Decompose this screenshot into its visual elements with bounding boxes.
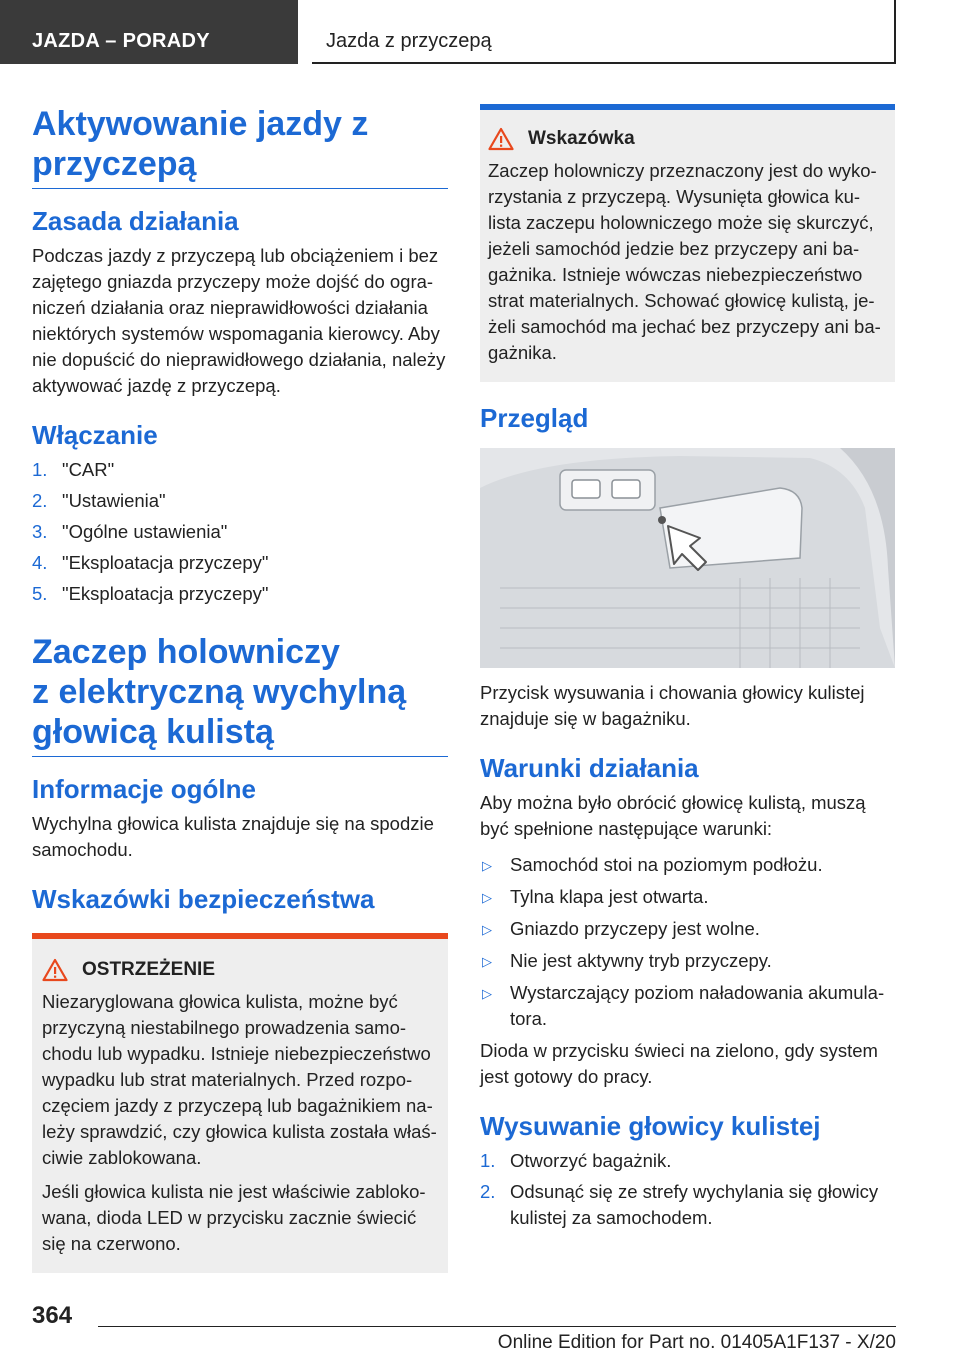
note-text: Zaczep holowniczy przeznaczony jest do wyko-rzystania z przyczepą. Wysunięta głowica ku-lista zaczepu holowniczego może się skurczyć, jeżeli samochód jedzie bez przyczepy ani ba-gażnika. Istnieje wówczas niebezpieczeństwo strat materialnych. Schować głowicę kulistą, je-żeli samochód ma jechać bez przyczepy ani ba-gażnika. (488, 160, 881, 363)
bullet-triangle-icon: ▷ (482, 922, 492, 937)
principle-text: Podczas jazdy z przyczepą lub obciążeniem i bez zajętego gniazda przyczepy może dojść do ogra-niczeń działania oraz nieprawidłowości działania niektórych systemów wspomagania kierowcy. Aby nie dopuścić do nieprawidłowego działania, należy aktywować jazdę z przyczepą. (32, 245, 446, 396)
conditions-intro: Aby można było obrócić głowicę kulistą, muszą być spełnione następujące warunki: (480, 792, 866, 839)
list-item: ▷ Nie jest aktywny tryb przyczepy. (480, 948, 895, 974)
warning-triangle-icon (42, 958, 68, 982)
section-title: JAZDA – PORADY (32, 30, 210, 52)
list-item: 3. "Ogólne ustawienia" (32, 521, 228, 542)
extend-steps-list (480, 1148, 895, 1231)
heading-extend-ball: Wysuwanie głowicy kulistej (480, 1111, 821, 1141)
list-item: ▷ Samochód stoi na poziomym podłożu. (480, 852, 895, 878)
list-item: 1. Otworzyć bagażnik. (480, 1150, 672, 1171)
heading-general-info: Informacje ogólne (32, 774, 256, 804)
section-header-tab (0, 0, 298, 64)
conditions-list (480, 852, 895, 1032)
list-item: ▷ Wystarczający poziom naładowania akumula-tora. (482, 982, 885, 1029)
list-item: 2. "Ustawienia" (32, 490, 166, 511)
topic-title: Jazda z przyczepą (326, 30, 492, 52)
warning-text: Niezaryglowana głowica kulista, możne być przyczyną niestabilnego prowadzenia samo-chodu lub wypadku. Istnieje niebezpieczeństwo wypadku lub strat materialnych. Przed rozpo-częciem jazdy z przyczepą lub bagażnikiem na-leży sprawdzić, czy głowica kulista została właś-ciwie zablokowana. (42, 991, 437, 1168)
right-column (480, 104, 895, 1236)
edition-info: Online Edition for Part no. 01405A1F137 - X/20 (497, 1332, 896, 1353)
note-title: Wskazówka (488, 126, 885, 152)
enable-steps-list (32, 457, 448, 607)
general-info-text: Wychylna głowica kulista znajduje się na spodzie samochodu. (32, 813, 434, 860)
trunk-button-illustration (480, 448, 895, 668)
heading-activate-trailer: Aktywowanie jazdy z przyczepą (32, 104, 448, 189)
list-item: 5. "Eksploatacja przyczepy" (32, 583, 269, 604)
list-item: ▷ Tylna klapa jest otwarta. (480, 884, 895, 910)
led-status-text: Dioda w przycisku świeci na zielono, gdy system jest gotowy do pracy. (480, 1040, 878, 1087)
list-item: 4. "Eksploatacja przyczepy" (32, 552, 269, 573)
heading-conditions: Warunki działania (480, 753, 699, 783)
list-item: 1. "CAR" (32, 459, 115, 480)
bullet-triangle-icon: ▷ (482, 890, 492, 905)
list-item: 2. Odsunąć się ze strefy wychylania się głowicy kulistej za samochodem. (480, 1181, 879, 1228)
footer-divider (98, 1326, 896, 1327)
note-box (480, 104, 895, 382)
heading-safety: Wskazówki bezpieczeństwa (32, 884, 375, 914)
page-number: 364 (32, 1302, 73, 1329)
heading-enable: Włączanie (32, 420, 158, 450)
left-column (32, 104, 448, 1273)
heading-principle: Zasada działania (32, 206, 239, 236)
bullet-triangle-icon: ▷ (482, 954, 492, 969)
bullet-triangle-icon: ▷ (482, 858, 492, 873)
heading-overview: Przegląd (480, 403, 589, 433)
illustration-caption: Przycisk wysuwania i chowania głowicy kulistej znajduje się w bagażniku. (480, 682, 865, 729)
warning-box (32, 933, 448, 1273)
topic-header-tab (312, 0, 896, 64)
warning-led-text: Jeśli głowica kulista nie jest właściwie zabloko-wana, dioda LED w przycisku zacznie świecić się na czerwono. (42, 1181, 426, 1254)
warning-triangle-icon (488, 127, 514, 151)
bullet-triangle-icon: ▷ (482, 986, 492, 1001)
list-item: ▷ Gniazdo przyczepy jest wolne. (480, 916, 895, 942)
warning-title: OSTRZEŻENIE (42, 957, 438, 983)
heading-tow-hitch: Zaczep holowniczy z elektryczną wychylną głowicą kulistą (32, 632, 448, 757)
